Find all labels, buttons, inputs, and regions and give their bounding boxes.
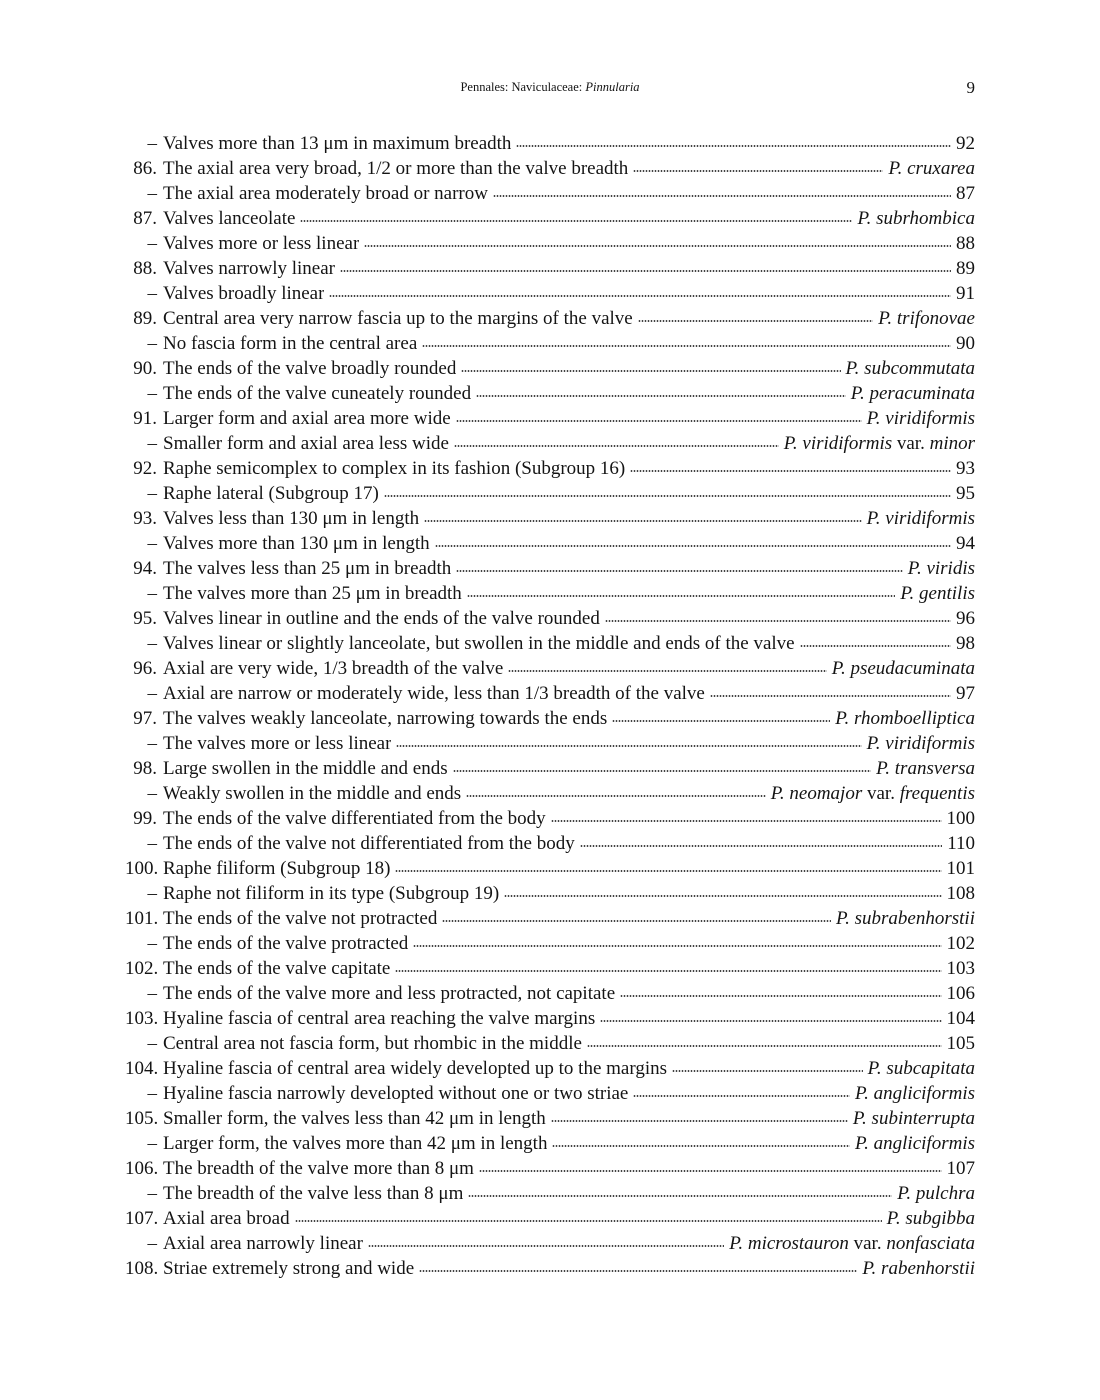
couplet-number: 89.	[133, 308, 157, 329]
page-number: 9	[966, 78, 975, 97]
dot-leader	[672, 1070, 863, 1072]
key-entry	[125, 1206, 975, 1231]
couplet-ref-number: 94	[956, 533, 975, 554]
next-couplet-ref	[956, 606, 975, 631]
dot-leader	[340, 270, 951, 272]
dot-leader	[633, 170, 883, 172]
dot-leader	[419, 1270, 857, 1272]
couplet-number: 100.	[125, 858, 159, 879]
key-entry	[125, 581, 975, 606]
couplet-number: –	[147, 183, 157, 204]
dot-leader	[800, 645, 951, 647]
couplet-number: –	[147, 983, 157, 1004]
dot-leader	[580, 845, 942, 847]
key-entry	[125, 481, 975, 506]
dot-leader	[384, 495, 951, 497]
key-entry	[125, 181, 975, 206]
taxon-part: P. subrhombica	[857, 208, 975, 229]
key-entry	[125, 331, 975, 356]
next-couplet-ref	[947, 981, 976, 1006]
key-entry	[125, 1131, 975, 1156]
couplet-description: Valves less than 130 μm in length	[163, 508, 420, 529]
couplet-ref-number: 97	[956, 683, 975, 704]
dot-leader	[612, 720, 830, 722]
taxon-part: P. viridiformis	[866, 508, 975, 529]
couplet-number: –	[147, 683, 157, 704]
taxon-name	[868, 1056, 975, 1081]
couplet-ref-number: 110	[947, 833, 975, 854]
taxon-part: P. subcommutata	[845, 358, 975, 379]
couplet-description: The breadth of the valve less than 8 μm	[163, 1183, 464, 1204]
dot-leader	[368, 1245, 724, 1247]
dot-leader	[605, 620, 951, 622]
dot-leader	[300, 220, 852, 222]
couplet-number: 96.	[133, 658, 157, 679]
key-entry	[125, 1081, 975, 1106]
couplet-description: Raphe lateral (Subgroup 17)	[163, 483, 379, 504]
couplet-number: 107.	[125, 1208, 159, 1229]
next-couplet-ref	[956, 231, 975, 256]
couplet-ref-number: 104	[946, 1008, 975, 1029]
couplet-number: –	[147, 833, 157, 854]
key-entry	[125, 231, 975, 256]
rank-label: var.	[892, 433, 930, 454]
dot-leader	[710, 695, 951, 697]
dot-leader	[476, 395, 846, 397]
dot-leader	[442, 920, 831, 922]
couplet-number: 98.	[133, 758, 157, 779]
taxon-part: P. viridis	[907, 558, 975, 579]
identification-key	[125, 131, 975, 1281]
couplet-description: The valves weakly lanceolate, narrowing towards the ends	[163, 708, 608, 729]
key-entry	[125, 206, 975, 231]
next-couplet-ref	[947, 806, 976, 831]
couplet-number: 108.	[125, 1258, 159, 1279]
page-header	[125, 78, 975, 100]
key-entry	[125, 906, 975, 931]
next-couplet-ref	[956, 531, 975, 556]
taxon-part: P. transversa	[876, 758, 975, 779]
taxon-name	[897, 1181, 975, 1206]
couplet-number: –	[147, 133, 157, 154]
couplet-number: –	[147, 1033, 157, 1054]
running-title-genus: Pinnularia	[585, 80, 640, 94]
dot-leader	[587, 1045, 942, 1047]
taxon-part: P. pseudacuminata	[831, 658, 975, 679]
couplet-ref-number: 95	[956, 483, 975, 504]
key-entry	[125, 281, 975, 306]
key-entry	[125, 931, 975, 956]
couplet-number: 106.	[125, 1158, 159, 1179]
key-entry	[125, 781, 975, 806]
key-entry	[125, 256, 975, 281]
couplet-number: –	[147, 383, 157, 404]
key-entry	[125, 556, 975, 581]
dot-leader	[620, 995, 941, 997]
couplet-number: –	[147, 233, 157, 254]
couplet-ref-number: 91	[956, 283, 975, 304]
dot-leader	[600, 1020, 941, 1022]
dot-leader	[551, 820, 942, 822]
key-entry	[125, 356, 975, 381]
next-couplet-ref	[947, 831, 975, 856]
couplet-number: –	[147, 633, 157, 654]
couplet-ref-number: 93	[956, 458, 975, 479]
dot-leader	[424, 520, 862, 522]
couplet-description: Valves linear in outline and the ends of the valve rounded	[163, 608, 600, 629]
taxon-part: P. cruxarea	[888, 158, 975, 179]
couplet-description: Axial are narrow or moderately wide, less than 1/3 breadth of the valve	[163, 683, 705, 704]
taxon-name	[846, 356, 975, 381]
couplet-ref-number: 100	[946, 808, 975, 829]
couplet-ref-number: 98	[956, 633, 975, 654]
dot-leader	[461, 370, 840, 372]
couplet-number: 92.	[133, 458, 157, 479]
couplet-ref-number: 103	[946, 958, 975, 979]
couplet-description: Larger form, the valves more than 42 μm in length	[163, 1133, 548, 1154]
couplet-description: Raphe filiform (Subgroup 18)	[163, 858, 391, 879]
key-entry	[125, 1231, 975, 1256]
couplet-ref-number: 89	[956, 258, 975, 279]
dot-leader	[422, 345, 951, 347]
taxon-part: P. subrabenhorstii	[835, 908, 975, 929]
couplet-ref-number: 87	[956, 183, 975, 204]
key-entry	[125, 881, 975, 906]
key-entry	[125, 706, 975, 731]
taxon-part: P. viridiformis	[866, 733, 975, 754]
couplet-description: Valves lanceolate	[163, 208, 296, 229]
couplet-description: The ends of the valve protracted	[163, 933, 409, 954]
couplet-description: Central area not fascia form, but rhombic in the middle	[163, 1033, 582, 1054]
couplet-number: –	[147, 483, 157, 504]
next-couplet-ref	[956, 331, 975, 356]
taxon-part: P. subgibba	[886, 1208, 975, 1229]
taxon-name	[784, 431, 975, 456]
key-entry	[125, 381, 975, 406]
couplet-description: Hyaline fascia of central area reaching the valve margins	[163, 1008, 596, 1029]
dot-leader	[295, 1220, 882, 1222]
key-entry	[125, 606, 975, 631]
couplet-number: 90.	[133, 358, 157, 379]
key-entry	[125, 1006, 975, 1031]
taxon-name	[835, 706, 975, 731]
taxon-name	[900, 581, 975, 606]
dot-leader	[454, 445, 779, 447]
key-entry	[125, 506, 975, 531]
key-entry	[125, 1106, 975, 1131]
couplet-description: Valves more than 130 μm in length	[163, 533, 430, 554]
couplet-number: –	[147, 783, 157, 804]
dot-leader	[395, 870, 941, 872]
taxon-name	[876, 756, 975, 781]
couplet-description: The ends of the valve not differentiated from the body	[163, 833, 575, 854]
taxon-name	[878, 306, 975, 331]
running-title	[125, 80, 975, 95]
couplet-description: Smaller form and axial area less wide	[163, 433, 449, 454]
next-couplet-ref	[947, 856, 976, 881]
next-couplet-ref	[947, 931, 976, 956]
couplet-description: Raphe semicomplex to complex in its fashion (Subgroup 16)	[163, 458, 626, 479]
key-entry	[125, 406, 975, 431]
couplet-number: –	[147, 1133, 157, 1154]
dot-leader	[638, 320, 874, 322]
key-entry	[125, 1031, 975, 1056]
couplet-description: The valves more than 25 μm in breadth	[163, 583, 462, 604]
couplet-ref-number: 96	[956, 608, 975, 629]
couplet-number: 88.	[133, 258, 157, 279]
key-entry	[125, 131, 975, 156]
couplet-number: 103.	[125, 1008, 159, 1029]
key-entry	[125, 156, 975, 181]
couplet-ref-number: 105	[946, 1033, 975, 1054]
couplet-description: The ends of the valve capitate	[163, 958, 391, 979]
couplet-description: Weakly swollen in the middle and ends	[163, 783, 462, 804]
taxon-part: P. pulchra	[897, 1183, 975, 1204]
couplet-description: Central area very narrow fascia up to the margins of the valve	[163, 308, 633, 329]
taxon-part: P. neomajor	[770, 783, 863, 804]
next-couplet-ref	[956, 281, 975, 306]
couplet-number: 87.	[133, 208, 157, 229]
couplet-ref-number: 101	[946, 858, 975, 879]
key-entry	[125, 731, 975, 756]
running-title-prefix: Pennales: Naviculaceae:	[460, 80, 586, 94]
taxon-part: P. gentilis	[900, 583, 975, 604]
next-couplet-ref	[956, 131, 975, 156]
couplet-number: 86.	[133, 158, 157, 179]
key-entry	[125, 456, 975, 481]
key-entry	[125, 431, 975, 456]
couplet-description: No fascia form in the central area	[163, 333, 418, 354]
taxon-part: P. peracuminata	[850, 383, 975, 404]
couplet-description: Axial are very wide, 1/3 breadth of the valve	[163, 658, 504, 679]
next-couplet-ref	[947, 881, 976, 906]
dot-leader	[630, 470, 951, 472]
couplet-description: Smaller form, the valves less than 42 μm in length	[163, 1108, 546, 1129]
dot-leader	[395, 970, 941, 972]
dot-leader	[329, 295, 951, 297]
couplet-ref-number: 108	[946, 883, 975, 904]
couplet-description: The axial area moderately broad or narrow	[163, 183, 488, 204]
dot-leader	[516, 145, 951, 147]
couplet-description: Hyaline fascia narrowly developted without one or two striae	[163, 1083, 629, 1104]
taxon-part: P. subinterrupta	[852, 1108, 975, 1129]
couplet-ref-number: 106	[946, 983, 975, 1004]
taxon-name	[729, 1231, 975, 1256]
couplet-number: –	[147, 733, 157, 754]
taxon-name	[771, 781, 975, 806]
key-entry	[125, 756, 975, 781]
next-couplet-ref	[956, 631, 975, 656]
taxon-name	[853, 1106, 975, 1131]
couplet-number: 102.	[125, 958, 159, 979]
couplet-number: –	[147, 533, 157, 554]
couplet-description: The ends of the valve differentiated from the body	[163, 808, 546, 829]
taxon-part: P. rhomboelliptica	[835, 708, 975, 729]
taxon-part: nonfasciata	[886, 1233, 975, 1254]
couplet-number: 105.	[125, 1108, 159, 1129]
dot-leader	[396, 745, 861, 747]
couplet-number: –	[147, 583, 157, 604]
key-entry	[125, 1181, 975, 1206]
next-couplet-ref	[947, 1031, 976, 1056]
dot-leader	[364, 245, 951, 247]
dot-leader	[435, 545, 951, 547]
dot-leader	[504, 895, 941, 897]
dot-leader	[479, 1170, 942, 1172]
key-entry	[125, 631, 975, 656]
key-entry	[125, 831, 975, 856]
taxon-name	[857, 206, 975, 231]
couplet-description: Axial area broad	[163, 1208, 290, 1229]
couplet-description: Valves narrowly linear	[163, 258, 335, 279]
couplet-number: –	[147, 883, 157, 904]
couplet-description: Raphe not filiform in its type (Subgroup 19)	[163, 883, 500, 904]
taxon-part: P. microstauron	[729, 1233, 849, 1254]
key-entry	[125, 1156, 975, 1181]
couplet-ref-number: 92	[956, 133, 975, 154]
couplet-description: Valves more or less linear	[163, 233, 360, 254]
couplet-ref-number: 90	[956, 333, 975, 354]
couplet-number: –	[147, 433, 157, 454]
next-couplet-ref	[956, 181, 975, 206]
next-couplet-ref	[956, 456, 975, 481]
key-entry	[125, 1056, 975, 1081]
key-entry	[125, 306, 975, 331]
key-entry	[125, 856, 975, 881]
taxon-name	[908, 556, 975, 581]
dot-leader	[468, 1195, 892, 1197]
taxon-name	[867, 731, 975, 756]
couplet-number: –	[147, 933, 157, 954]
couplet-ref-number: 107	[946, 1158, 975, 1179]
taxon-part: frequentis	[899, 783, 975, 804]
couplet-description: Larger form and axial area more wide	[163, 408, 451, 429]
dot-leader	[551, 1120, 848, 1122]
dot-leader	[453, 770, 872, 772]
couplet-description: Striae extremely strong and wide	[163, 1258, 415, 1279]
couplet-ref-number: 102	[946, 933, 975, 954]
couplet-description: Valves broadly linear	[163, 283, 325, 304]
couplet-number: 93.	[133, 508, 157, 529]
couplet-number: 94.	[133, 558, 157, 579]
next-couplet-ref	[947, 956, 976, 981]
dot-leader	[413, 945, 941, 947]
taxon-name	[888, 156, 975, 181]
couplet-number: –	[147, 283, 157, 304]
key-entry	[125, 1256, 975, 1281]
taxon-part: P. angliciformis	[855, 1083, 975, 1104]
key-entry	[125, 981, 975, 1006]
couplet-description: The ends of the valve cuneately rounded	[163, 383, 472, 404]
couplet-description: The valves less than 25 μm in breadth	[163, 558, 452, 579]
taxon-name	[887, 1206, 975, 1231]
couplet-number: 104.	[125, 1058, 159, 1079]
dot-leader	[456, 420, 862, 422]
next-couplet-ref	[947, 1006, 976, 1031]
key-entry	[125, 531, 975, 556]
couplet-number: –	[147, 1233, 157, 1254]
dot-leader	[467, 595, 896, 597]
couplet-number: –	[147, 333, 157, 354]
taxon-name	[836, 906, 975, 931]
key-entry	[125, 681, 975, 706]
taxon-name	[832, 656, 975, 681]
taxon-part: minor	[929, 433, 975, 454]
rank-label: var.	[848, 1233, 887, 1254]
dot-leader	[456, 570, 903, 572]
dot-leader	[552, 1145, 850, 1147]
next-couplet-ref	[956, 256, 975, 281]
key-entry	[125, 656, 975, 681]
taxon-part: P. subcapitata	[867, 1058, 975, 1079]
couplet-description: The breadth of the valve more than 8 μm	[163, 1158, 474, 1179]
next-couplet-ref	[947, 1156, 976, 1181]
dot-leader	[633, 1095, 850, 1097]
couplet-description: Axial area narrowly linear	[163, 1233, 363, 1254]
rank-label: var.	[862, 783, 900, 804]
couplet-description: The ends of the valve not protracted	[163, 908, 438, 929]
taxon-name	[855, 1131, 975, 1156]
next-couplet-ref	[956, 481, 975, 506]
dot-leader	[493, 195, 951, 197]
couplet-description: Large swollen in the middle and ends	[163, 758, 448, 779]
couplet-description: Valves more than 13 μm in maximum breadth	[163, 133, 512, 154]
taxon-part: P. trifonovae	[878, 308, 975, 329]
next-couplet-ref	[956, 681, 975, 706]
taxon-part: P. rabenhorstii	[862, 1258, 975, 1279]
couplet-number: 99.	[133, 808, 157, 829]
couplet-number: –	[147, 1083, 157, 1104]
couplet-number: 91.	[133, 408, 157, 429]
dot-leader	[508, 670, 827, 672]
taxon-name	[855, 1081, 975, 1106]
taxon-part: P. angliciformis	[855, 1133, 975, 1154]
key-entry	[125, 956, 975, 981]
couplet-number: 101.	[125, 908, 159, 929]
taxon-name	[862, 1256, 975, 1281]
couplet-description: The valves more or less linear	[163, 733, 392, 754]
taxon-name	[851, 381, 975, 406]
couplet-description: The ends of the valve broadly rounded	[163, 358, 457, 379]
couplet-ref-number: 88	[956, 233, 975, 254]
key-entry	[125, 806, 975, 831]
couplet-description: The ends of the valve more and less protracted, not capitate	[163, 983, 616, 1004]
taxon-name	[867, 506, 975, 531]
taxon-part: P. viridiformis	[783, 433, 893, 454]
couplet-description: Valves linear or slightly lanceolate, but swollen in the middle and ends of the valve	[163, 633, 795, 654]
couplet-description: The axial area very broad, 1/2 or more than the valve breadth	[163, 158, 629, 179]
couplet-number: 95.	[133, 608, 157, 629]
couplet-number: 97.	[133, 708, 157, 729]
taxon-name	[867, 406, 975, 431]
dot-leader	[466, 795, 766, 797]
couplet-description: Hyaline fascia of central area widely developted up to the margins	[163, 1058, 668, 1079]
taxon-part: P. viridiformis	[866, 408, 975, 429]
couplet-number: –	[147, 1183, 157, 1204]
